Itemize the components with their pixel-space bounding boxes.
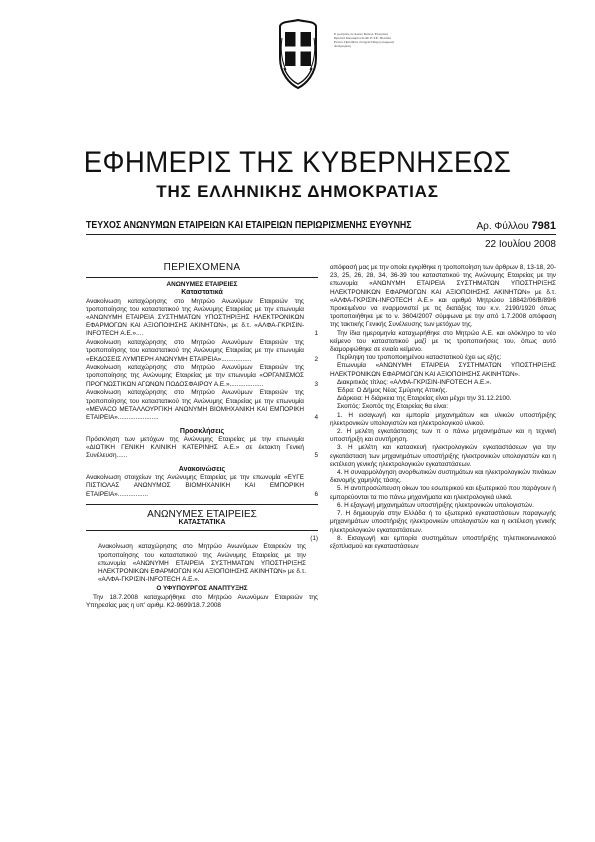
body-paragraph: απόφασή μας με την οποία εγκρίθηκε η τροποποίηση των άρθρων 8, 13-18, 20-23, 25, 26, 28, 34, 36-39 του καταστατικού της Ανώνυμης Εταιρείας με την επωνυμία «ΑΝΩΝΥΜΗ ΕΤΑΙΡΕΙΑ ΣΥΣΤΗΜΑΤΩΝ ΥΠΟΣΤΗΡΙΞΗΣ ΗΛΕΚΤΡΟΝΙΚΩΝ ΕΦΑΡΜΟΓΩΝ ΚΑΙ ΑΞΙΟΠΟΙΗΣΗΣ ΑΚΙΝΗΤΩΝ» με δ.τ. «ΑΛΦΑ-ΓΚΡΙΣΙΝ-ΙΝFOTECH Α.Ε.» και αριθμό Μητρώου 18842/06/Β/89/6 προκειμένου να εναρμονιστεί με τις διατάξεις του κ.ν. 2190/1920 όπως τροποποιήθηκε με το ν. 3604/2007 σύμφωνα με την από 1.7.2008 απόφαση της τακτικής Γενικής Συνέλευσης των μετόχων της. [330,264,556,329]
body-paragraph: 7. Η δημιουργία στην Ελλάδα ή το εξωτερικό εγκαταστάσεων παραγωγής μηχανημάτων υποστήριξης ηλεκτρονικών υπολογιστών και η εκτέλεση γενικής ηλεκτρολογικών εγκαταστάσεων. [330,510,556,534]
left-column [86,264,318,610]
contents-entry: Πρόσκληση των μετόχων της Ανώνυμης Εταιρείας με την επωνυμία «ΔΙΩΤΙΚΗ ΓΕΝΙΚΗ ΚΛΙΝΙΚΗ ΚΑΤΕΡΙΝΗΣ Α.Ε.» σε έκτακτη Γενική Συνέλευση...... 5 [86,435,318,460]
contents-entry: Ανακοίνωση καταχώρησης στο Μητρώο Ανωνύμων Εταιρειών της τροποποίησης του καταστατικού της Ανώνυμης Εταιρείας με την επωνυμία «ΕΚΔΟΣΕΙΣ ΛΥΜΠΕΡΗ ΑΝΩΝΥΜΗ ΕΤΑΙΡΕΙΑ»................. 2 [86,339,318,363]
invitations-heading: Προσκλήσεις [179,427,225,435]
issue-series: ΤΕΥΧΟΣ ΑΝΩΝΥΜΩΝ ΕΤΑΙΡΕΙΩΝ ΚΑΙ ΕΤΑΙΡΕΙΩΝ ΠΕΡΙΩΡΙΣΜΕΝΗΣ ΕΥΘΥΝΗΣ [86,220,412,231]
page-number: 5 [314,452,318,460]
statutes-heading: Καταστατικά [181,289,223,297]
contents-heading: ΠΕΡΙΕΧΟΜΕΝΑ [86,264,318,278]
item-title: Ανακοίνωση καταχώρησης στο Μητρώο Ανωνύμων Εταιρειών της τροποποίησης του καταστατικού της Ανώνυμης Εταιρείας με την επωνυμία «ΑΝΩΝΥΜΗ ΕΤΑΙΡΕΙΑ ΣΥΣΤΗΜΑΤΩΝ ΥΠΟΣΤΗΡΙΞΗΣ ΗΛΕΚΤΡΟΝΙΚΩΝ ΕΦΑΡΜΟΓΩΝ ΚΑΙ ΑΞΙΟΠΟΙΗΣΗΣ ΑΚΙΝΗΤΩΝ» με δ.τ. «ΑΛΦΑ-ΓΚΡΙΣΙΝ-ΙΝFOTECH Α.Ε.». [98,543,306,584]
body-paragraph: Την 18.7.2008 καταχωρήθηκε στο Μητρώο Ανωνύμων Εταιρειών της Υπηρεσίας μας η υπ' αριθμ. Κ2-9699/18.7.2008 [86,593,318,609]
coat-of-arms-emblem [276,18,320,92]
contents-entry: Ανακοίνωση καταχώρησης στο Μητρώο Ανωνύμων Εταιρειών της τροποποίησης του καταστατικού της Ανώνυμης Εταιρείας με την επωνυμία «ΜΕVACO ΜΕΤΑΛΛΟΥΡΓΙΚΗ ΑΝΩΝΥΜΗ ΒΙΟΜΗΧΑΝΙΚΗ ΚΑΙ ΕΜΠΟΡΙΚΗ ΕΤΑΙΡΕΙΑ»....................... 4 [86,389,318,421]
issuing-authority: Ο ΥΦΥΠΟΥΡΓΟΣ ΑΝΑΠΤΥΞΗΣ [156,585,248,593]
body-paragraph: 2. Η μελέτη εγκατάστασης των π ο πάνω μηχανημάτων και η τεχνική υποστήριξη και συντήρηση. [330,428,556,444]
page-number: 1 [314,330,318,338]
body-paragraph: 1. Η εισαγωγή και εμπορία μηχανημάτων και υλικών υποστήριξης ηλεκτρονικών υπολογιστών και ηλεκτρολογικού υλικού. [330,411,556,427]
body-paragraph: Περίληψη του τροποποιημένου καταστατικού έχει ως εξής: [337,354,502,362]
body-paragraph: 3. Η μελέτη και κατασκευή ηλεκτρολογικών εγκαταστάσεων για την εγκατάσταση των μηχανημάτων υποστήριξης ηλεκτρονικών υπολογιστών και η εκτέλεση γενικής ηλεκτρολογικών εγκαταστάσεων. [330,444,556,468]
sheet-number-block [476,220,556,232]
section-subheading: ΚΑΤΑΣΤΑΤΙΚΑ [86,519,318,531]
contents-sa-heading: ΑΝΩΝΥΜΕΣ ΕΤΑΙΡΕΙΕΣ [166,281,238,289]
section-heading: ΑΝΩΝΥΜΕΣ ΕΤΑΙΡΕΙΕΣ [147,508,257,520]
contents-entry: Ανακοίνωση καταχώρησης στο Μητρώο Ανωνύμων Εταιρειών της τροποποίησης του καταστατικού της Ανώνυμης Εταιρείας με την επωνυμία «ΑΝΩΝΥΜΗ ΕΤΑΙΡΕΙΑ ΣΥΣΤΗΜΑΤΩΝ ΥΠΟΣΤΗΡΙΞΗΣ ΗΛΕΚΤΡΟΝΙΚΩΝ ΕΦΑΡΜΟΓΩΝ ΚΑΙ ΑΞΙΟΠΟΙΗΣΗΣ ΑΚΙΝΗΤΩΝ», με δ.τ. «ΑΛΦΑ-ΓΚΡΙΣΙΝ-ΙΝFOTECH Α.Ε.».... 1 [86,297,318,338]
print-side-note: Ε ρωτήσεις σε Άυλες Καινοτ. Ελληνική Πρέσσα Ιανουαρίου Κ.Μ. Ε.Τ.Ε. Πλατεία Εκτύπ. Πρόσθετα στοιχεία Πλήρη σύμφωνα Αναγνώριση [334,32,395,49]
page-number: 6 [314,490,318,498]
body-paragraph: Σκοπός: Σκοπός της Εταιρείας θα είναι: [337,403,449,411]
body-paragraph: Έδρα: Ο Δήμος Νέας Σμύρνης Αττικής. [337,387,448,395]
masthead-title: ΕΦΗΜΕΡΙΣ ΤΗΣ ΚΥΒΕΡΝΗΣΕΩΣ [83,146,512,179]
body-paragraph: 5. Η αντιπροσώπευση οίκων του εσωτερικού και εξωτερικού που παράγουν ή εμπορεύονται τα πιο πάνω μηχανήματα και ηλεκτρολογικά υλικά. [330,485,556,501]
right-column [330,264,556,551]
announcements-heading: Ανακοινώσεις [178,465,226,473]
page-number: 2 [314,355,318,363]
body-paragraph: Διάρκεια: Η διάρκεια της Εταιρείας είναι μέχρι την 31.12.2100. [337,395,512,403]
item-number: (1) [310,535,318,543]
contents-entry: Ανακοίνωση καταχώρησης στο Μητρώο Ανωνύμων Εταιρειών της τροποποίησης της Ανώνυμης Εταιρείας με την επωνυμία «ΟΡΓΑΝΙΣΜΟΣ ΠΡΟΓΝΩΣΤΙΚΩΝ ΑΓΩΝΩΝ ΠΟΔΟΣΦΑΙΡΟΥ Α.Ε.»................... 3 [86,364,318,388]
issue-bar [86,220,556,235]
page-number: 4 [314,413,318,421]
page-number: 3 [314,380,318,388]
sheet-label: Αρ. Φύλλου [476,221,529,232]
masthead-subtitle: ΤΗΣ ΕΛΛΗΝΙΚΗΣ ΔΗΜΟΚΡΑΤΙΑΣ [156,182,439,201]
body-paragraph: 4. Η συναρμολόγηση ανορθωτικών συστημάτων και ηλεκτρολογικών πινάκων διανομής χαμηλής τάσης. [330,469,556,485]
body-paragraph: 6. Η εξαγωγή μηχανημάτων υποστήριξης ηλεκτρονικών υπολογιστών. [337,501,534,509]
sheet-number: 7981 [531,220,556,232]
issue-date: 22 Ιουλίου 2008 [485,239,556,250]
body-paragraph: Επωνυμία «ΑΝΩΝΥΜΗ ΕΤΑΙΡΕΙΑ ΣΥΣΤΗΜΑΤΩΝ ΥΠΟΣΤΗΡΙΞΗΣ ΗΛΕΚΤΡΟΝΙΚΩΝ ΕΦΑΡΜΟΓΩΝ ΚΑΙ ΑΞΙΟΠΟΙΗΣΗΣ ΑΚΙΝΗΤΩΝ». [330,362,556,378]
contents-entry: Ανακοίνωση στοιχείων της Ανώνυμης Εταιρείας με την επωνυμία «ΕΥΓΕ ΠΙΣΤΙΟΛΑΣ ΑΝΩΝΥΜΟΣ ΒΙΟΜΗΧΑΝΙΚΗ ΚΑΙ ΕΜΠΟΡΙΚΗ ΕΤΑΙΡΕΙΑ»................. 6 [86,474,318,505]
body-paragraph: 8. Εισαγωγή και εμπορία συστημάτων υποστήριξης τηλεπικοινωνιακού εξοπλισμού και εγκαταστάσεων [330,534,556,550]
body-paragraph: Διακριτικός τίτλος: «ΑΛΦΑ-ΓΚΡΙΣΙΝ-ΙΝFOTECH Α.Ε.». [337,378,492,386]
body-paragraph: Την ίδια ημερομηνία καταχωρήθηκε στο Μητρώο Α.Ε. και ολόκληρο το νέο κείμενο του καταστατικού μαζί με τις τροποποιήσεις του, όπως αυτό διαμορφώθηκε σε ενιαίο κείμενο. [330,329,556,354]
